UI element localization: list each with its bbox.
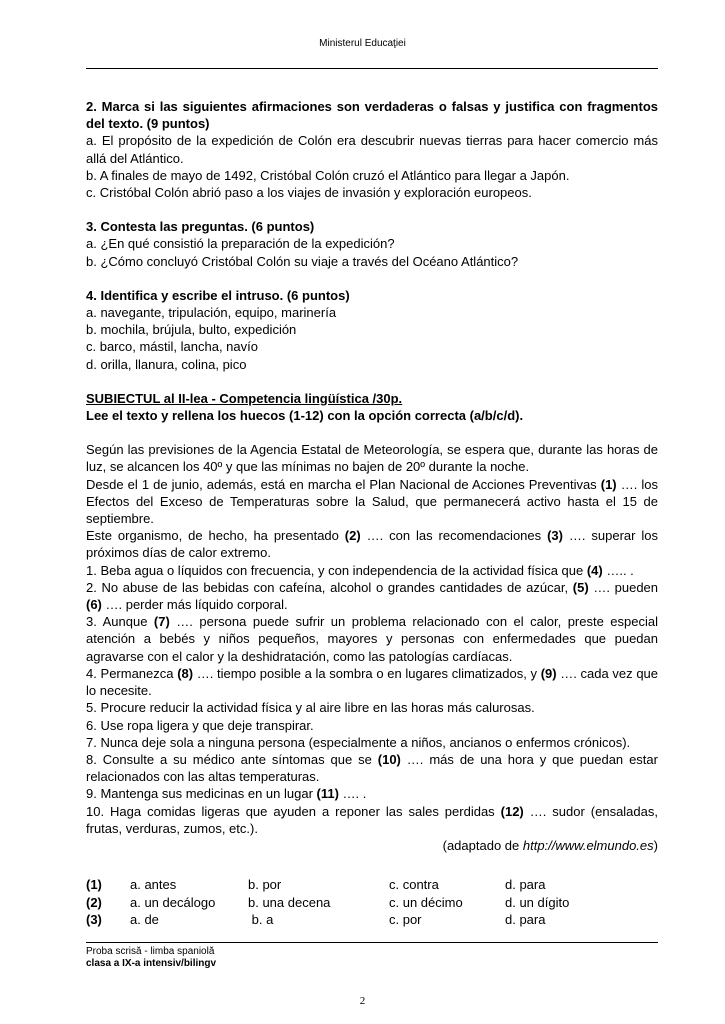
- spacer: [86, 201, 658, 218]
- subject-2-instruction: Lee el texto y rellena los huecos (1-12) con la opción correcta (a/b/c/d).: [86, 408, 524, 424]
- recommendation-6: 6. Use ropa ligera y que deje transpirar.: [86, 717, 314, 733]
- question-2-item-a: a. El propósito de la expedición de Colón era descubrir nuevas tierras para hacer comercio más allá del Atlántico.: [86, 133, 658, 166]
- page-number: 2: [359, 995, 366, 1007]
- option-a: a. de: [130, 912, 159, 928]
- gap-marker-3: (3): [547, 528, 563, 544]
- question-2: [86, 98, 658, 201]
- gap-marker-9: (9): [540, 665, 557, 681]
- option-number: (2): [86, 894, 102, 910]
- question-3: [86, 218, 658, 270]
- recommendation-3: 3. Aunque (7) …. persona puede sufrir un problema relacionado con el calor, preste especial atención a bebés y niños pequeños, mayores y personas con enfermedades que puedan agravarse con el calor y la deshidratación, como las patologías cardíacas.: [86, 614, 658, 664]
- gap-marker-12: (12): [500, 803, 524, 819]
- recommendation-4: 4. Permanezca (8) …. tiempo posible a la sombra o en lugares climatizados, y (9) …. cada vez que lo necesite.: [86, 665, 659, 699]
- recommendation-1: 1. Beba agua o líquidos con frecuencia, y con independencia de la actividad física que (4) ….. .: [86, 562, 634, 578]
- question-3-item-b: b. ¿Cómo concluyó Cristóbal Colón su viaje a través del Océano Atlántico?: [86, 253, 519, 269]
- recommendation-8: 8. Consulte a su médico ante síntomas que se (10) …. más de una hora y que puedan estar relacionados con las altas temperaturas.: [86, 751, 658, 785]
- source-link: http://www.elmundo.es: [522, 837, 654, 853]
- question-4-item-b: b. mochila, brújula, bulto, expedición: [86, 322, 297, 338]
- recommendation-7: 7. Nunca deje sola a ninguna persona (especialmente a niños, ancianos o enfermos crónicos).: [86, 734, 631, 750]
- question-3-title: 3. Contesta las preguntas. (6 puntos): [86, 219, 315, 235]
- question-4-item-a: a. navegante, tripulación, equipo, marinería: [86, 305, 337, 321]
- passage-paragraph-1: Según las previsiones de la Agencia Estatal de Meteorología, se espera que, durante las horas de luz, se alcancen los 40º y que las mínimas no bajen de 20º durante la noche.: [86, 442, 658, 475]
- document-body: [86, 98, 658, 929]
- subject-2-heading: SUBIECTUL al II-lea - Competencia lingüística /30p.: [86, 390, 403, 406]
- reading-passage: [86, 441, 658, 854]
- option-b: b. a: [248, 912, 274, 928]
- footer-exam-title: Proba scrisă - limba spaniolă: [86, 946, 215, 957]
- recommendation-2: 2. No abuse de las bebidas con cafeína, alcohol o grandes cantidades de azúcar, (5) …. pueden (6) …. perder más líquido corporal.: [86, 579, 659, 613]
- options-row: [86, 911, 658, 929]
- question-4-item-d: d. orilla, llanura, colina, pico: [86, 356, 247, 372]
- option-d: d. un dígito: [505, 894, 570, 910]
- gap-marker-1: (1): [600, 476, 617, 492]
- option-a: a. antes: [130, 877, 177, 893]
- answer-options: [86, 876, 658, 929]
- question-2-title: 2. Marca si las siguientes afirmaciones son verdaderas o falsas y justifica con fragmentos del texto. (9 puntos): [86, 99, 658, 132]
- recommendation-5: 5. Procure reducir la actividad física y al aire libre en las horas más calurosas.: [86, 700, 535, 716]
- header-divider: [86, 68, 658, 69]
- option-c: c. un décimo: [389, 894, 463, 910]
- gap-marker-6: (6): [86, 597, 102, 613]
- spacer: [86, 424, 658, 441]
- option-d: d. para: [505, 877, 546, 893]
- gap-marker-7: (7): [153, 614, 170, 630]
- option-b: b. una decena: [248, 894, 331, 910]
- question-4-item-c: c. barco, mástil, lancha, navío: [86, 339, 258, 355]
- spacer: [86, 270, 658, 287]
- option-c: c. por: [389, 912, 422, 928]
- question-4-title: 4. Identifica y escribe el intruso. (6 puntos): [86, 287, 350, 303]
- subject-2: [86, 390, 658, 424]
- gap-marker-5: (5): [572, 579, 589, 595]
- gap-marker-11: (11): [316, 786, 339, 802]
- passage-paragraph-3: Este organismo, de hecho, ha presentado (2) …. con las recomendaciones (3) …. superar los próximos días de calor extremo.: [86, 528, 658, 561]
- recommendation-9: 9. Mantenga sus medicinas en un lugar (11) …. .: [86, 786, 367, 802]
- option-number: (3): [86, 912, 102, 928]
- option-b: b. por: [248, 877, 282, 893]
- footer-class-level: clasa a IX-a intensiv/bilingv: [86, 958, 217, 969]
- question-4: [86, 287, 658, 373]
- gap-marker-2: (2): [344, 528, 361, 544]
- footer-divider: [86, 942, 658, 943]
- recommendation-10: 10. Haga comidas ligeras que ayuden a reponer las sales perdidas (12) …. sudor (ensaladas, frutas, verduras, zumos, etc.).: [86, 803, 658, 836]
- options-row: [86, 876, 658, 894]
- question-2-item-c: c. Cristóbal Colón abrió paso a los viajes de invasión y exploración europeos.: [86, 185, 532, 201]
- option-d: d. para: [505, 912, 546, 928]
- option-number: (1): [86, 877, 102, 893]
- question-2-item-b: b. A finales de mayo de 1492, Cristóbal Colón cruzó el Atlántico para llegar a Japón.: [86, 167, 570, 183]
- question-3-item-a: a. ¿En qué consistió la preparación de la expedición?: [86, 236, 395, 252]
- gap-marker-8: (8): [177, 665, 194, 681]
- passage-paragraph-2: Desde el 1 de junio, además, está en marcha el Plan Nacional de Acciones Preventivas (1) …. los Efectos del Exceso de Temperaturas sobre la Salud, que permanecerá activo hasta el 15 de septiembre.: [86, 476, 658, 527]
- page-footer: [86, 946, 216, 970]
- gap-marker-4: (4): [586, 562, 603, 578]
- option-c: c. contra: [389, 877, 439, 893]
- option-a: a. un decálogo: [130, 894, 216, 910]
- options-row: [86, 894, 658, 912]
- page-header: Ministerul Educaţiei: [319, 38, 406, 49]
- source-citation: (adaptado de http://www.elmundo.es): [442, 837, 658, 853]
- gap-marker-10: (10): [377, 751, 401, 767]
- spacer: [86, 373, 658, 390]
